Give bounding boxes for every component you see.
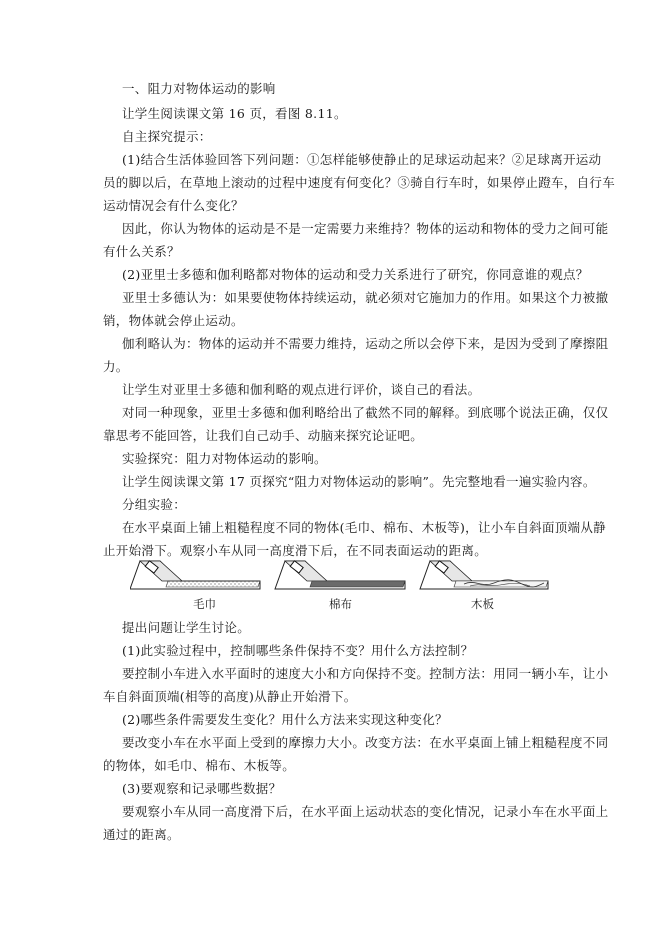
paragraph-line: (1)此实验过程中，控制哪些条件保持不变？用什么方法控制？ <box>122 643 474 658</box>
paragraph-line: 要改变小车在水平面上受到的摩擦力大小。改变方法：在水平桌面上铺上粗糙程度不同 <box>122 735 609 750</box>
wood-setup <box>420 561 548 589</box>
paragraph-line: (2)亚里士多德和伽利略都对物体的运动和受力关系进行了研究，你同意谁的观点？ <box>122 267 589 282</box>
paragraph-line: (2)哪些条件需要发生变化？用什么方法来实现这种变化？ <box>122 712 448 727</box>
paragraph-line: 实验探究：阻力对物体运动的影响。 <box>122 451 327 466</box>
paragraph-line: 对同一种现象，亚里士多德和伽利略给出了截然不同的解释。到底哪个说法正确，仅仅 <box>122 405 609 420</box>
caption-cotton: 棉布 <box>329 597 352 611</box>
paragraph-line: 力。 <box>103 359 129 374</box>
paragraph-line: 的物体，如毛巾、棉布、木板等。 <box>103 758 296 773</box>
paragraph-line: (1)结合生活体验回答下列问题：①怎样能够使静止的足球运动起来？②足球离开运动 <box>122 152 602 167</box>
paragraph-line: 让学生阅读课文第 17 页探究“阻力对物体运动的影响”。先完整地看一遍实验内容。 <box>122 474 596 489</box>
paragraph-line: (3)要观察和记录哪些数据？ <box>122 781 282 796</box>
paragraph-line: 提出问题让学生讨论。 <box>122 620 251 635</box>
towel-setup <box>130 561 260 589</box>
paragraph-line: 要控制小车进入水平面时的速度大小和方向保持不变。控制方法：用同一辆小车，让小 <box>122 666 609 681</box>
paragraph-line: 分组实验： <box>122 497 187 512</box>
paragraph-line: 因此，你认为物体的运动是不是一定需要力来维持？物体的运动和物体的受力之间可能 <box>122 221 609 236</box>
paragraph-line: 销，物体就会停止运动。 <box>103 313 244 328</box>
caption-wood: 木板 <box>471 597 494 611</box>
paragraph-line: 靠思考不能回答，让我们自己动手、动脑来探究论证吧。 <box>103 428 424 443</box>
paragraph-line: 亚里士多德认为：如果要使物体持续运动，就必须对它施加力的作用。如果这个力被撤 <box>122 290 609 305</box>
paragraph-line: 员的脚以后，在草地上滚动的过程中速度有何变化？③骑自行车时，如果停止蹬车，自行车 <box>103 175 616 190</box>
paragraph-line: 止开始滑下。观察小车从同一高度滑下后，在不同表面运动的距离。 <box>103 543 488 558</box>
paragraph-line: 伽利略认为：物体的运动并不需要力维持，运动之所以会停下来，是因为受到了摩擦阻 <box>122 336 609 351</box>
paragraph-line: 运动情况会有什么变化？ <box>103 198 244 213</box>
cotton-setup <box>275 561 405 589</box>
paragraph-line: 有什么关系？ <box>103 244 180 259</box>
paragraph-line: 在水平桌面上铺上粗糙程度不同的物体(毛巾、棉布、木板等)，让小车自斜面顶端从静 <box>122 520 606 535</box>
caption-towel: 毛巾 <box>193 597 216 611</box>
paragraph-line: 通过的距离。 <box>103 827 180 842</box>
section-heading: 一、阻力对物体运动的影响 <box>122 81 276 96</box>
paragraph-line: 要观察小车从同一高度滑下后，在水平面上运动状态的变化情况，记录小车在水平面上 <box>122 804 609 819</box>
paragraph-line: 让学生对亚里士多德和伽利略的观点进行评价，谈自己的看法。 <box>122 382 481 397</box>
paragraph-line: 车自斜面顶端(相等的高度)从静止开始滑下。 <box>103 689 357 704</box>
paragraph-line: 自主探究提示： <box>122 129 212 144</box>
paragraph-line: 让学生阅读课文第 16 页，看图 8.11。 <box>122 106 347 121</box>
